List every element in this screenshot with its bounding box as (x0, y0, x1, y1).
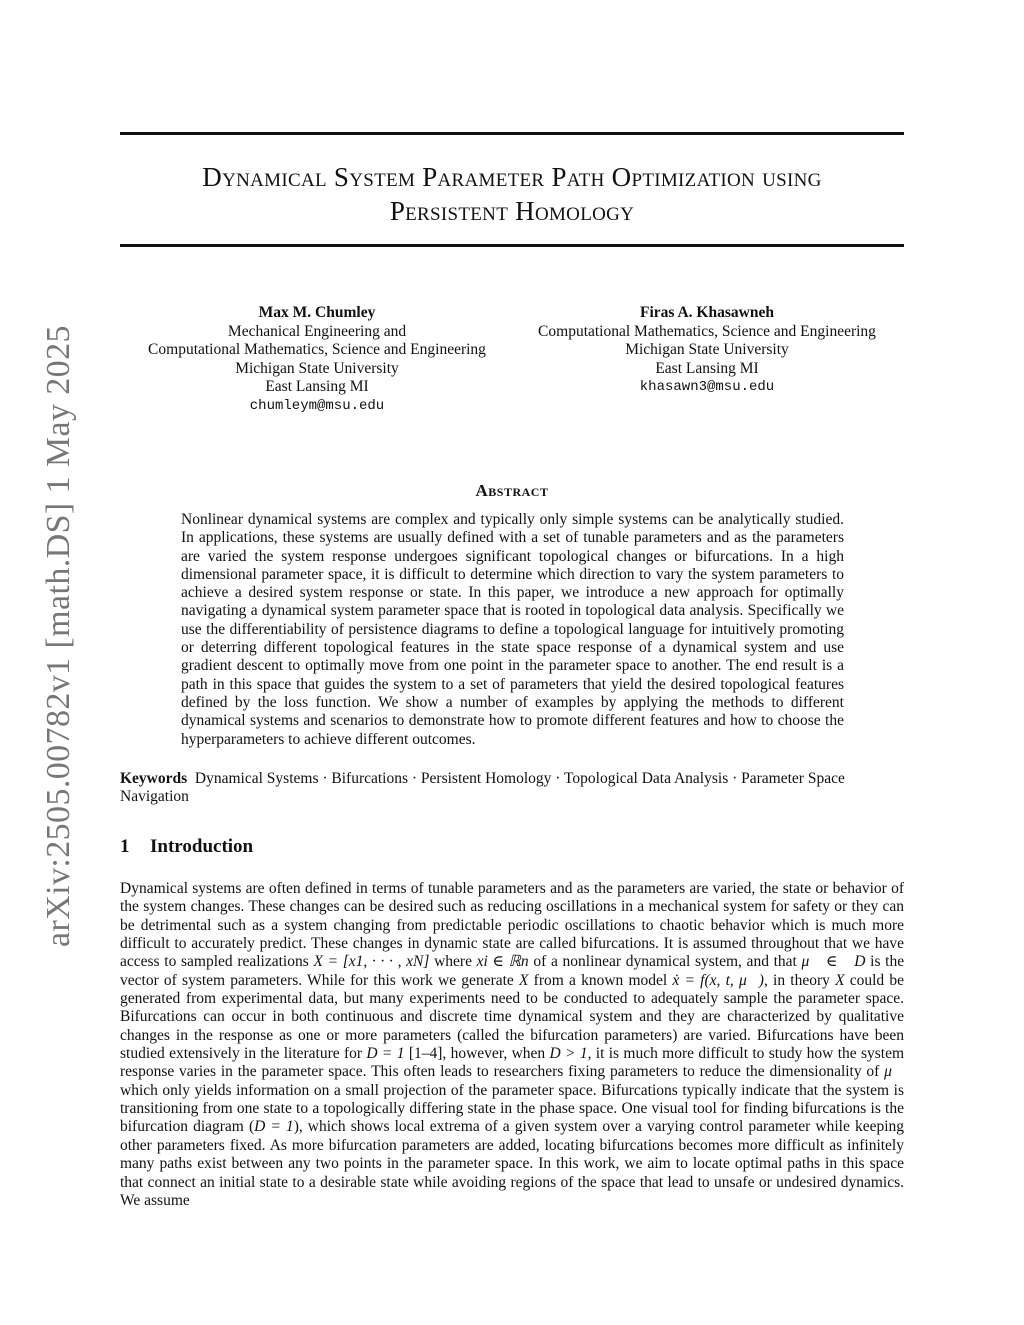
text-run: ), which shows local extrema of a given system over a varying control parameter while keeping other parameters fixed. As more bifurcation parameters are added, locating bifurcations becomes more difficult as infinitely many paths exist between any two points in the parameter space. In this work, we aim to locate optimal paths in this space that connect an initial state to a desirable state while avoiding regions of the space that lead to unsafe or undesired dynamics. We assume (120, 1118, 905, 1209)
author-email: khasawn3@msu.edu (639, 379, 775, 395)
math-inline: X (835, 971, 845, 989)
author-affiliation: Michigan State University (235, 359, 399, 377)
author-name: Max M. Chumley (258, 304, 376, 321)
math-inline: μ⃗ (884, 1063, 904, 1081)
math-inline: X (519, 971, 529, 989)
text-run: is the vector of system parameters. While for this work we generate (120, 953, 905, 989)
section-heading (120, 836, 253, 858)
keywords-label: Keywords (120, 770, 188, 787)
math-inline: D = 1 (254, 1118, 294, 1136)
abstract-heading: Abstract (475, 481, 549, 500)
title-line-2: Persistent Homology (389, 196, 635, 226)
math-inline: xi ∈ ℝn (476, 953, 529, 971)
author-name: Firas A. Khasawneh (640, 304, 774, 321)
math-inline: D = 1 (366, 1045, 405, 1063)
abstract-text: Nonlinear dynamical systems are complex and typically only simple systems can be analytically studied. In applications, these systems are usually defined with a set of tunable parameters and as the parameters are varied the system response undergoes significant topological changes or bifurcations. In a high dimensional parameter space, it is difficult to determine which direction to vary the system parameters to achieve a desired system response or state. In this paper, we introduce a new approach for optimally navigating a dynamical system parameter space that is rooted in topological data analysis. Specifically we use the differentiability of persistence diagrams to define a topological language for intuitively promoting or deterring different topological features in the state space response of a dynamical system and use gradient descent to optimally move from one point in the parameter space to another. The end result is a path in this space that guides the system to a set of parameters that yield the desired topological features defined by the loss function. We show a number of examples by applying the methods to different dynamical systems and scenarios to demonstrate how to promote different features and how to choose the hyperparameters to achieve different outcomes. (181, 511, 844, 748)
title-top-rule (120, 132, 904, 135)
author-affiliation: Computational Mathematics, Science and Engineering (148, 341, 486, 358)
text-run: from a known model (533, 971, 668, 989)
arxiv-side-stamp: arXiv:2505.00782v1 [math.DS] 1 May 2025 (40, 325, 77, 947)
math-inline: ẋ = f(x, t, μ⃗) (672, 971, 764, 989)
keywords-text: Dynamical Systems · Bifurcations · Persistent Homology · Topological Data Analysis · Parameter Space Navigation (120, 770, 845, 806)
title-line-1: Dynamical System Parameter Path Optimization using (202, 162, 822, 192)
author-block-1 (122, 304, 512, 415)
author-email: chumleym@msu.edu (249, 397, 385, 414)
math-inline: μ⃗ ∈ ℝD (801, 953, 866, 971)
author-affiliation: Mechanical Engineering and (227, 322, 407, 340)
author-affiliation: Computational Mathematics, Science and Engineering (538, 322, 876, 340)
text-run: , it is much more difficult to study how the system response varies in the parameter space. This often leads to researchers fixing parameters to reduce the dimensionality of (120, 1045, 905, 1081)
author-affiliation: Michigan State University (625, 341, 789, 358)
author-affiliation: East Lansing MI (655, 359, 759, 377)
section-number: 1 (120, 836, 130, 857)
paper-title (120, 160, 904, 228)
text-run: Dynamical systems are often defined in terms of tunable parameters and as the parameters are varied, the state or behavior of the system changes. These changes can be desired such as reducing oscillations in a mechanical system for safety or they can be detrimental such as a system changing from predictable periodic oscillations to chaotic behavior which is much more difficult to accurately predict. These changes in dynamic state are called bifurcations. It is assumed throughout that we have access to sampled realizations (120, 880, 904, 971)
text-run: [1–4], however, when (408, 1045, 546, 1063)
text-run: , in theory (763, 971, 830, 989)
text-run: which only yields information on a small projection of the parameter space. Bifurcations typically indicate that the system is transitioning from one state to a topologically differing state in the phase space. One visual tool for finding bifurcations is the bifurcation diagram ( (120, 1081, 904, 1136)
section-title: Introduction (150, 836, 254, 857)
text-run: could be generated from experimental data, but many experiments need to be conducted to adequately sample the parameter space. Bifurcations can occur in both continuous and discrete time dynamical system and they are characterized by qualitative changes in the response as one or more parameters (called the bifurcation parameters) are varied. Bifurcations have been studied extensively in the literature for (120, 971, 905, 1063)
introduction-paragraph (120, 880, 904, 1210)
text-run: where (434, 953, 472, 971)
keywords-line (120, 770, 904, 807)
text-run: of a nonlinear dynamical system, and that (533, 953, 797, 971)
math-inline: D > 1 (549, 1045, 588, 1063)
title-bottom-rule (120, 244, 904, 247)
math-inline: X = [x1, · · · , xN] (313, 953, 430, 971)
author-block-2 (512, 304, 902, 397)
author-affiliation: East Lansing MI (265, 378, 369, 395)
